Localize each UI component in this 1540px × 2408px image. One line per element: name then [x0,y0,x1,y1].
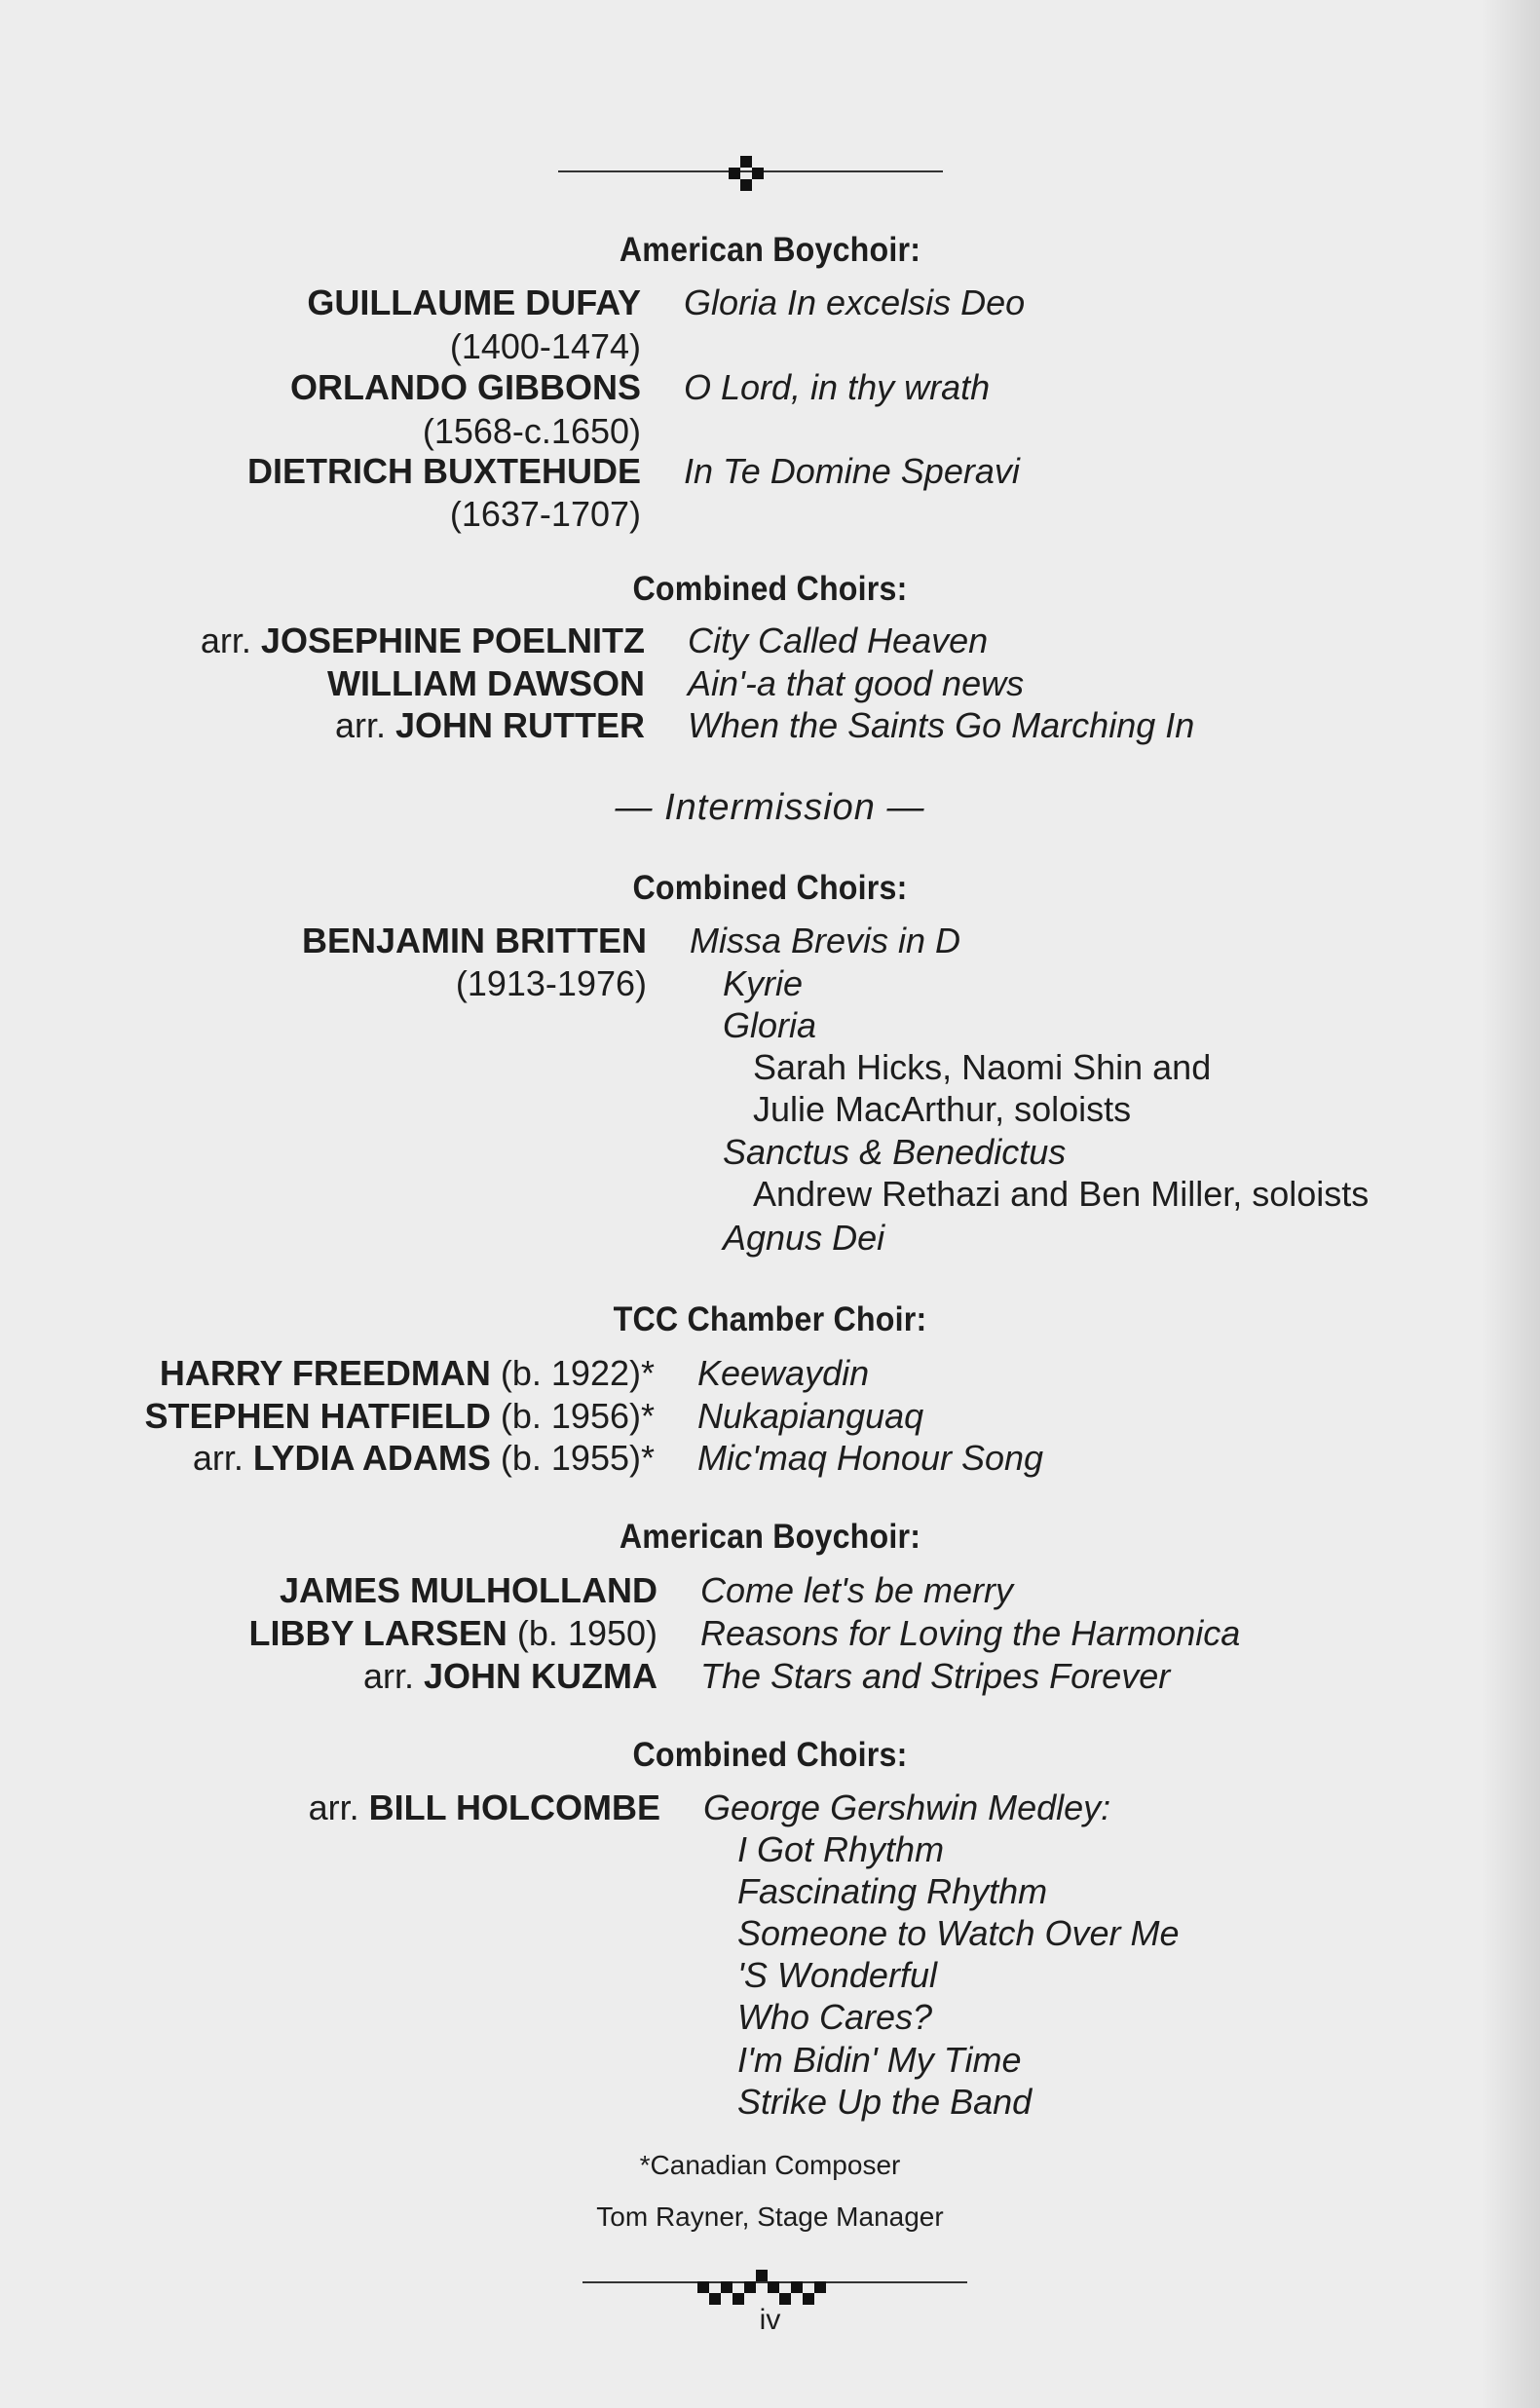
bottom-ornament [582,2270,967,2309]
section-heading: Combined Choirs: [632,1736,908,1774]
program-row [0,367,1540,412]
composer-name: JOHN KUZMA [424,1656,657,1696]
page-number: iv [759,2304,781,2336]
arranger-prefix: arr. [308,1787,369,1827]
work-title: Keewaydin [697,1353,870,1393]
composer-name: ORLANDO GIBBONS [290,367,641,407]
composer-dates: (1400-1474) [449,326,641,366]
program-row [0,1997,1540,2042]
work-title: Come let's be merry [700,1570,1013,1610]
program-row [0,326,1540,371]
program-row [0,2082,1540,2126]
work-title: City Called Heaven [688,621,989,660]
program-row [0,451,1540,496]
program-row [0,2040,1540,2085]
composer-dates: (b. 1955)* [490,1438,655,1478]
program-row [0,663,1540,708]
composer-name: JOHN RUTTER [394,705,645,745]
medley-song: Who Cares? [737,1997,933,2037]
program-row [0,1438,1540,1483]
program-row [0,1955,1540,2000]
program-row [0,1174,1540,1219]
program-row [0,705,1540,750]
composer-dates: (1568-c.1650) [422,411,641,451]
work-title: Gloria In excelsis Deo [684,282,1026,322]
work-title: George Gershwin Medley: [703,1787,1111,1827]
program-row [0,621,1540,665]
medley-song: Someone to Watch Over Me [737,1913,1180,1953]
work-title: In Te Domine Speravi [684,451,1020,491]
movement-title: Sanctus & Benedictus [723,1132,1067,1172]
movement-title: Gloria [723,1005,817,1045]
arranger-prefix: arr. [192,1438,253,1478]
composer-dates: (1637-1707) [449,494,641,534]
soloists-text: Andrew Rethazi and Ben Miller, soloists [753,1174,1370,1214]
program-row [0,494,1540,539]
top-ornament [558,156,943,195]
work-title: Mic'maq Honour Song [697,1438,1044,1478]
program-row [0,1871,1540,1916]
program-row [0,1656,1540,1701]
section-heading: TCC Chamber Choir: [613,1300,927,1338]
composer-name: LYDIA ADAMS [252,1438,491,1478]
composer-name: JOSEPHINE POELNITZ [260,621,645,660]
composer-name: LIBBY LARSEN [248,1613,507,1653]
program-row [0,1132,1540,1177]
work-title: Nukapianguaq [697,1396,924,1436]
program-row [0,1353,1540,1398]
section-heading: American Boychoir: [619,231,921,269]
program-row [0,963,1540,1008]
section-heading: American Boychoir: [619,1518,921,1556]
composer-name: DIETRICH BUXTEHUDE [246,451,641,491]
arranger-prefix: arr. [362,1656,424,1696]
composer-dates: (b. 1956)* [490,1396,655,1436]
section-heading: Combined Choirs: [632,570,908,608]
program-row [0,1829,1540,1874]
arranger-prefix: arr. [200,621,261,660]
medley-song: Fascinating Rhythm [737,1871,1048,1911]
composer-name: BILL HOLCOMBE [368,1787,660,1827]
medley-song: I Got Rhythm [737,1829,945,1869]
program-row [0,1218,1540,1262]
medley-song: 'S Wonderful [737,1955,937,1995]
program-row [0,1089,1540,1134]
stage-manager-credit: Tom Rayner, Stage Manager [596,2201,944,2232]
program-row [0,921,1540,965]
program-row [0,1047,1540,1092]
program-row [0,1787,1540,1832]
composer-name: STEPHEN HATFIELD [144,1396,491,1436]
section-heading: Combined Choirs: [632,869,908,907]
composer-name: WILLIAM DAWSON [327,663,645,703]
program-row [0,1396,1540,1441]
program-row [0,1005,1540,1050]
soloists-text: Julie MacArthur, soloists [753,1089,1132,1129]
program-row [0,282,1540,327]
work-title: When the Saints Go Marching In [688,705,1195,745]
work-title: Missa Brevis in D [690,921,961,960]
composer-name: BENJAMIN BRITTEN [301,921,647,960]
movement-title: Agnus Dei [723,1218,885,1258]
program-row [0,411,1540,456]
composer-dates: (1913-1976) [455,963,647,1003]
work-title: The Stars and Stripes Forever [700,1656,1171,1696]
medley-song: Strike Up the Band [737,2082,1033,2122]
soloists-text: Sarah Hicks, Naomi Shin and [753,1047,1212,1087]
composer-name: GUILLAUME DUFAY [307,282,641,322]
program-row [0,1613,1540,1658]
work-title: Reasons for Loving the Harmonica [700,1613,1241,1653]
program-row [0,1570,1540,1615]
program-row [0,1913,1540,1958]
work-title: O Lord, in thy wrath [684,367,991,407]
intermission-label: — Intermission — [615,787,925,828]
footnote: *Canadian Composer [639,2150,901,2180]
movement-title: Kyrie [723,963,804,1003]
composer-dates: (b. 1950) [507,1613,657,1653]
composer-name: JAMES MULHOLLAND [280,1570,657,1610]
arranger-prefix: arr. [334,705,395,745]
medley-song: I'm Bidin' My Time [737,2040,1022,2080]
work-title: Ain'-a that good news [688,663,1025,703]
composer-name: HARRY FREEDMAN [159,1353,491,1393]
composer-dates: (b. 1922)* [490,1353,655,1393]
